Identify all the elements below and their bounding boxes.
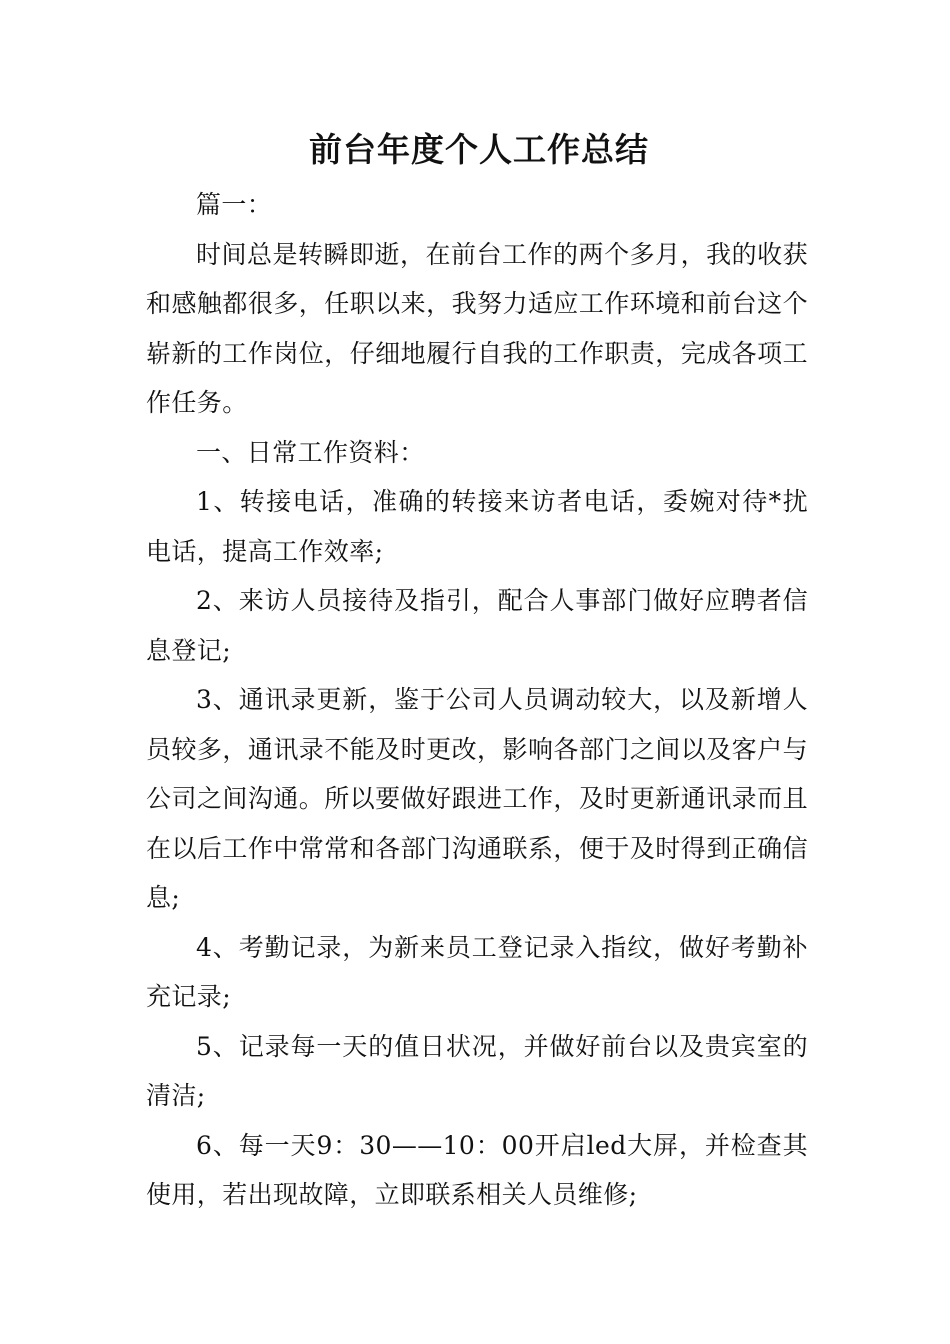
list-item-3: 3、通讯录更新，鉴于公司人员调动较大，以及新增人员较多，通讯录不能及时更改，影响各部门之间以及客户与公司之间沟通。所以要做好跟进工作，及时更新通讯录而且在以后工作中常常和各部门沟通联系，便于及时得到正确信息; [146,685,808,912]
section-heading: 一、日常工作资料： [196,437,425,467]
list-item-5: 5、记录每一天的值日状况，并做好前台以及贵宾室的清洁; [146,1031,808,1110]
intro-paragraph: 时间总是转瞬即逝，在前台工作的两个多月，我的收获和感触都很多，任职以来，我努力适应工作环境和前台这个崭新的工作岗位，仔细地履行自我的工作职责，完成各项工作任务。 [146,239,808,417]
section-label: 篇一： [196,190,273,219]
document-page [146,120,808,1220]
list-item-6: 6、每一天9：30——10：00开启led大屏，并检查其使用，若出现故障，立即联系相关人员维修; [146,1130,808,1209]
list-item-4: 4、考勤记录，为新来员工登记录入指纹，做好考勤补充记录; [146,932,808,1011]
list-item-1: 1、转接电话，准确的转接来访者电话，委婉对待*扰电话，提高工作效率; [146,487,808,566]
document-title: 前台年度个人工作总结 [309,130,649,169]
list-item-2: 2、来访人员接待及指引，配合人事部门做好应聘者信息登记; [146,586,808,665]
